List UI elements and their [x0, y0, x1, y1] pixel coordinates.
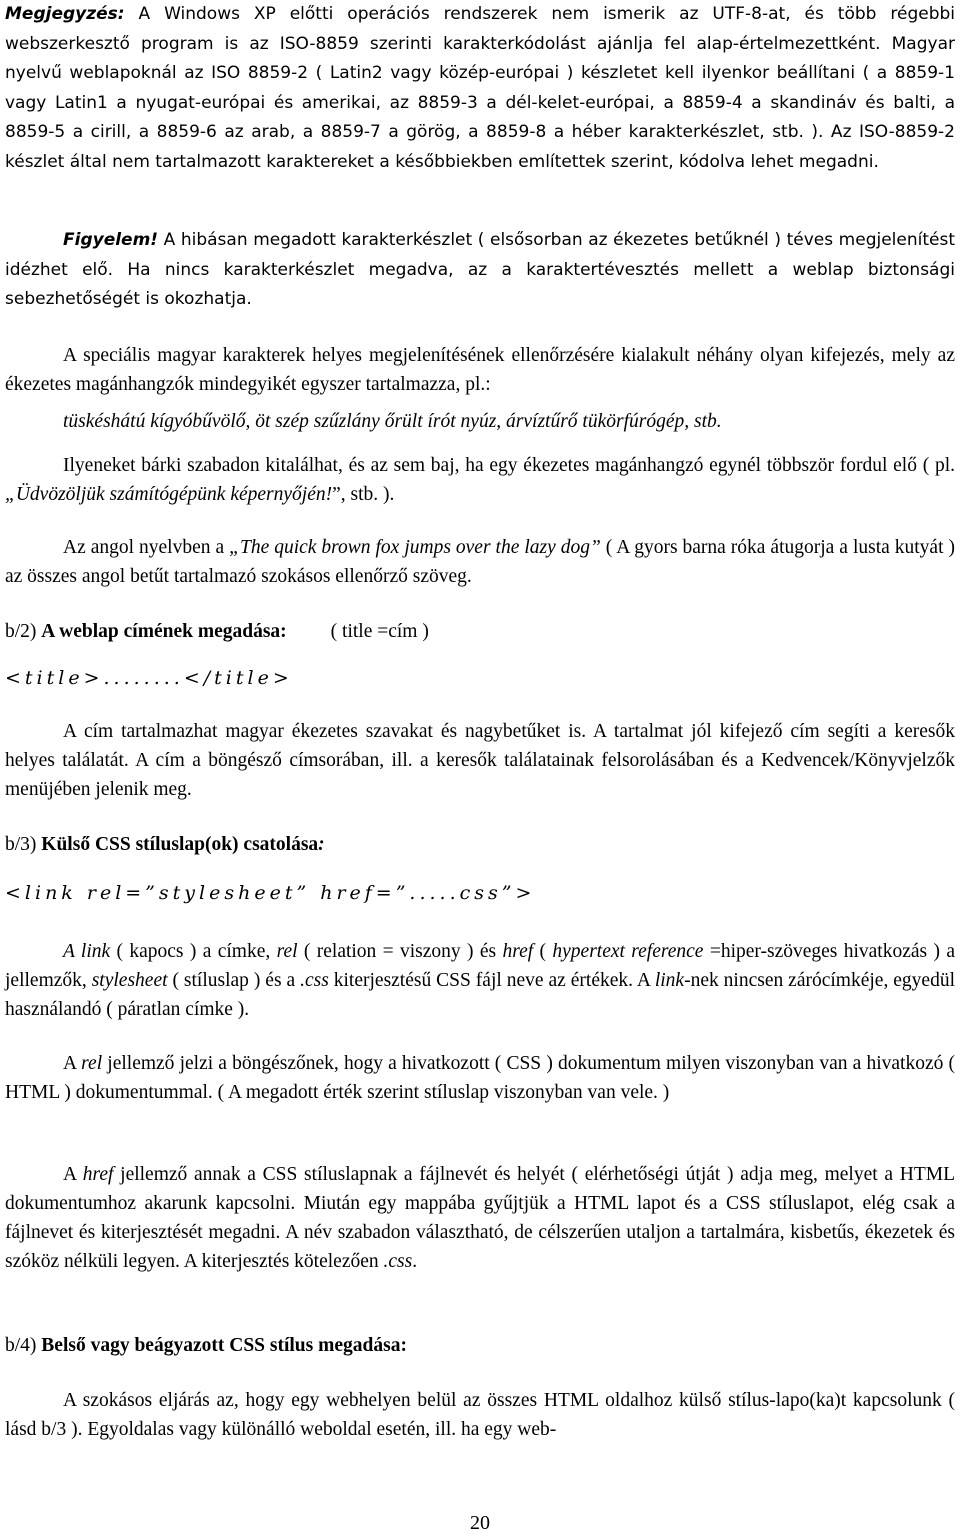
special-chars-paragraph — [5, 341, 955, 399]
term-rel: rel — [276, 941, 298, 962]
anyone-example: „Üdvözöljük számítógépünk képernyőjén! — [5, 484, 333, 505]
b2-title: A weblap címének megadása: — [41, 621, 287, 642]
text-run: . — [412, 1251, 418, 1272]
term-link: A link — [63, 941, 111, 962]
b4-text: A szokásos eljárás az, hogy egy webhelyen belül az összes HTML oldalhoz külső stílus-lapo(ka)t kapcsolunk ( lásd b/3 ). Egyoldalas vagy különálló weboldal esetén, ill. ha egy web- — [5, 1390, 955, 1440]
term-css: .css — [383, 1251, 413, 1272]
b4-number: b/4) — [5, 1335, 42, 1356]
text-run: kiterjesztésű CSS fájl neve az értékek. A — [328, 970, 655, 991]
warning-text: A hibásan megadott karakterkészlet ( elsősorban az ékezetes betűknél ) téves megjelenítést idézhet elő. Ha nincs karakterkészlet megadva, az a karaktertévesztés mellett a weblap biztonsági sebezhetőségét is okozhatja. — [5, 230, 955, 309]
b2-heading — [5, 617, 955, 646]
text-run: A — [63, 1164, 83, 1185]
text-run: jellemző annak a CSS stíluslapnak a fájlnevét és helyét ( elérhetőségi útját ) adja meg, melyet a HTML dokumentumhoz akarunk kapcsolni. Miután egy mappába gyűjtjük a HTML lapot és a CSS stíluslapot, elég csak a fájlnevet és kiterjesztését megadni. A név szabadon választható, de célszerűen utaljon a tartalmára, kisbetűs, ékezetek és szóköz nélküli legyen. A kiterjesztés kötelezően — [5, 1164, 956, 1272]
page-number: 20 — [470, 1512, 490, 1534]
term-stylesheet: stylesheet — [91, 970, 168, 991]
b2-note: ( title =cím ) — [330, 621, 429, 642]
english-text-2: ( A gyors barna róka átugorja a lusta kutyát ) az összes angol betűt tartalmazó szokásos ellenőrző szöveg. — [5, 537, 955, 587]
b4-title: Belső vagy beágyazott CSS stílus megadása: — [41, 1335, 407, 1356]
note-text: A Windows XP előtti operációs rendszerek nem ismerik az UTF-8-at, és több régebbi webszerkesztő program is az ISO-8859 szerinti karakterkódolást ajánlja fel alap-értelmezettként. Magyar nyelvű weblapoknál az ISO 8859-2 ( Latin2 vagy közép-európai ) készletet kell ilyenkor beállítani ( a 8859-1 vagy Latin1 a nyugat-európai és amerikai, az 8859-3 a dél-kelet-európai, a 8859-4 a skandináv és balti, a 8859-5 a cirill, a 8859-6 az arab, a 8859-7 a görög, a 8859-8 a héber karakterkészlet, stb. ). Az ISO-8859-2 készlet által nem tartalmazott karaktereket a későbbiekben említettek szerint, kódolva lehet megadni. — [5, 4, 955, 172]
text-run: A — [63, 1053, 82, 1074]
english-paragraph — [5, 533, 955, 591]
text-run: jellemző jelzi a böngészőnek, hogy a hivatkozott ( CSS ) dokumentum milyen viszonyban van a hivatkozó ( HTML ) dokumentummal. ( A megadott érték szerint stíluslap viszonyban van vele. ) — [5, 1053, 955, 1103]
text-run: =hiper-szöveges hivatkozás ) a jellemzők, — [5, 941, 955, 991]
warning-label: Figyelem! — [63, 230, 159, 250]
title-code-sample: <title>........</title> — [5, 667, 293, 689]
b3-heading — [5, 830, 955, 859]
special-chars-example: tüskéshátú kígyóbűvölő, öt szép szűzlány őrült írót nyúz, árvíztűrő tükörfúrógép, stb. — [63, 411, 722, 432]
b3-title: Külső CSS stíluslap(ok) csatolása — [41, 834, 319, 855]
anyone-text-1: Ilyeneket bárki szabadon kitalálhat, és az sem baj, ha egy ékezetes magánhangzó egynél többször fordul elő ( pl. — [63, 455, 955, 476]
b3-href-paragraph — [5, 1160, 955, 1276]
warning-paragraph — [5, 226, 955, 315]
term-hypertext-reference: hypertext reference — [552, 941, 704, 962]
b3-link-paragraph — [5, 937, 955, 1024]
b3-number: b/3) — [5, 834, 42, 855]
link-code-sample: <link rel=”stylesheet” href=”.....css”> — [5, 882, 536, 904]
text-run: ( stíluslap ) és a — [167, 970, 301, 991]
english-example: „The quick brown fox jumps over the lazy dog” — [229, 537, 601, 558]
b3-rel-paragraph — [5, 1049, 955, 1107]
english-text-1: Az angol nyelvben a — [63, 537, 230, 558]
anyone-text-2: ”, stb. ). — [332, 484, 395, 505]
term-href: href — [82, 1164, 114, 1185]
b4-heading — [5, 1331, 955, 1360]
term-href: href — [502, 941, 534, 962]
note-label: Megjegyzés: — [5, 4, 125, 24]
term-rel: rel — [81, 1053, 103, 1074]
term-css: .css — [300, 970, 329, 991]
text-run: ( — [533, 941, 553, 962]
text-run: -nek nincsen zárócímkéje, egyedül használandó ( páratlan címke ). — [5, 970, 956, 1020]
term-link: link — [654, 970, 685, 991]
b2-number: b/2) — [5, 621, 42, 642]
text-run: ( relation = viszony ) és — [297, 941, 503, 962]
anyone-paragraph — [5, 451, 955, 509]
special-chars-text: A speciális magyar karakterek helyes megjelenítésének ellenőrzésére kialakult néhány olyan kifejezés, mely az ékezetes magánhangzók mindegyikét egyszer tartalmazza, pl.: — [5, 345, 955, 395]
note-paragraph — [5, 0, 955, 177]
b2-text: A cím tartalmazhat magyar ékezetes szavakat és nagybetűket is. A tartalmat jól kifejező cím segíti a keresők helyes találatát. A cím a böngésző címsorában, ill. a keresők találatainak felsorolásában és a Kedvencek/Könyvjelzők menüjében jelenik meg. — [5, 721, 955, 800]
b3-colon: : — [318, 834, 325, 855]
text-run: ( kapocs ) a címke, — [110, 941, 277, 962]
